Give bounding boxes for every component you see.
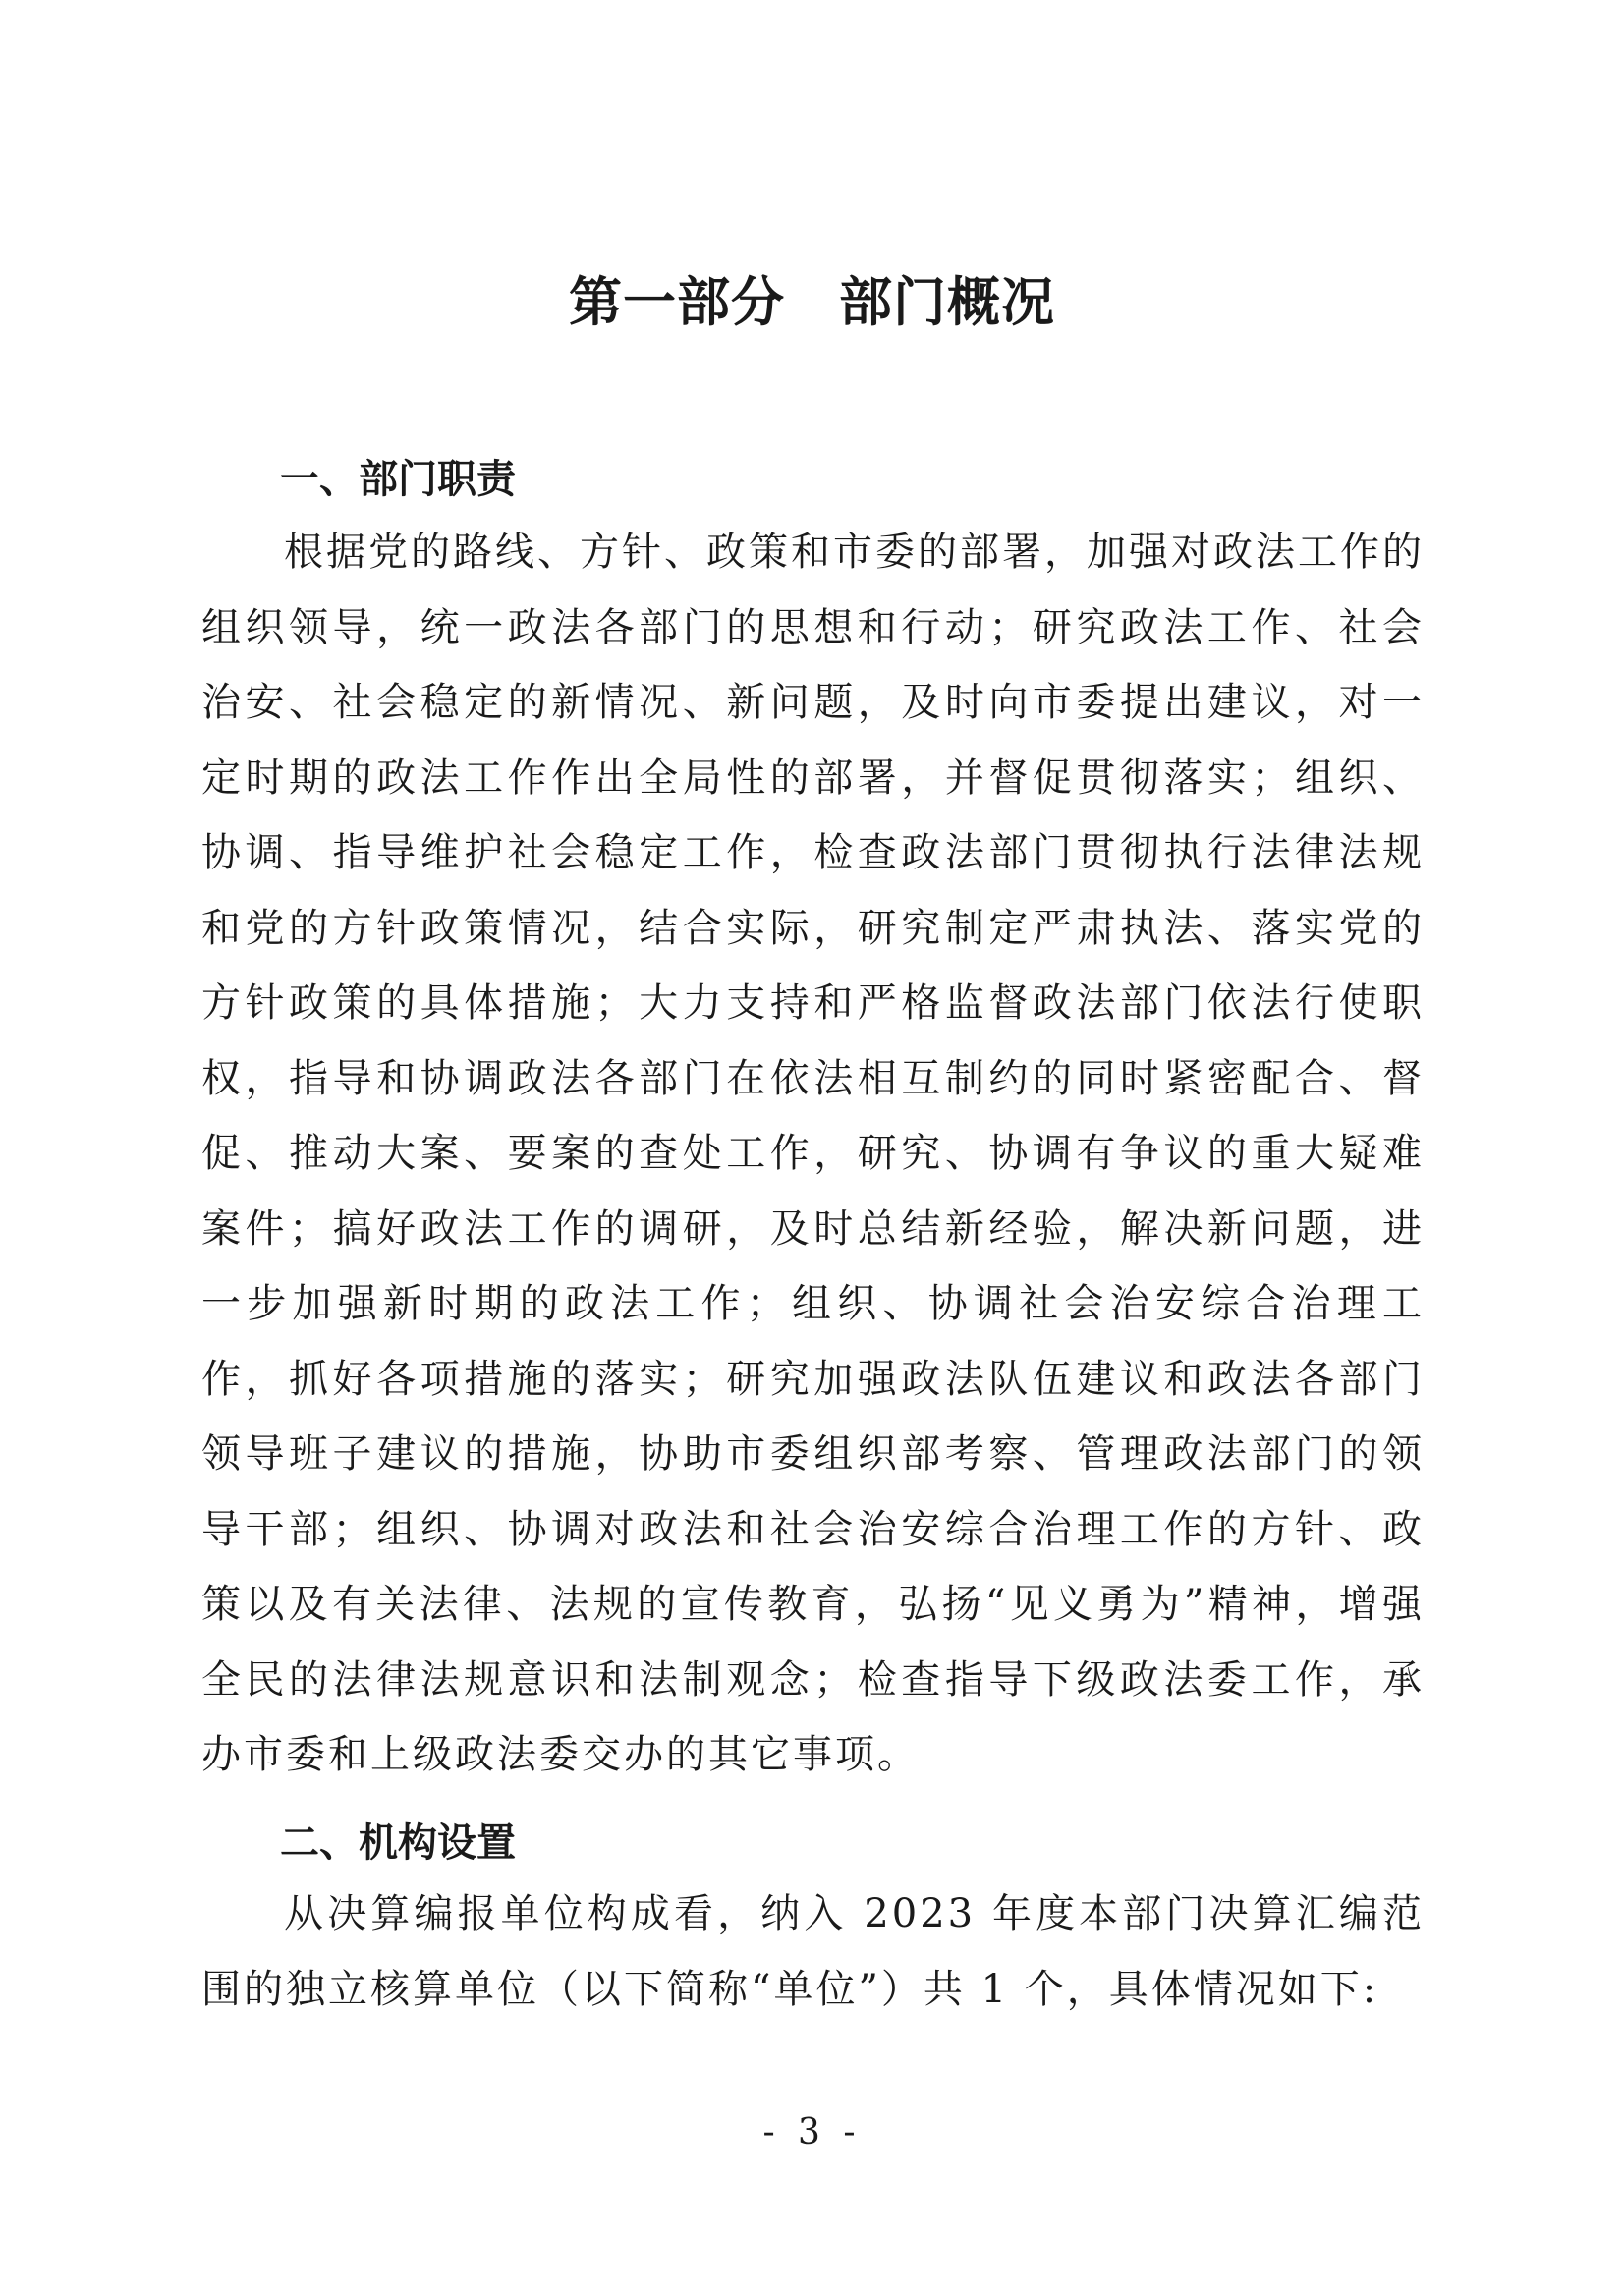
section-heading-responsibilities: 一、部门职责 xyxy=(280,457,516,502)
section-heading-organization: 二、机构设置 xyxy=(280,1820,516,1866)
responsibilities-paragraph: 根据党的路线、方针、政策和市委的部署，加强对政法工作的组织领导，统一政法各部门的思想和行动；研究政法工作、社会治安、社会稳定的新情况、新问题，及时向市委提出建议，对一定时期的政法工作作出全局性的部署，并督促贯彻落实；组织、协调、指导维护社会稳定工作，检查政法部门贯彻执行法律法规和党的方针政策情况，结合实际，研究制定严肃执法、落实党的方针政策的具体措施；大力支持和严格监督政法部门依法行使职权，指导和协调政法各部门在依法相互制约的同时紧密配合、督促、推动大案、要案的查处工作，研究、协调有争议的重大疑难案件；搞好政法工作的调研，及时总结新经验，解决新问题，进一步加强新时期的政法工作；组织、协调社会治安综合治理工作，抓好各项措施的落实；研究加强政法队伍建议和政法各部门领导班子建议的措施，协助市委组织部考察、管理政法部门的领导干部；组织、协调对政法和社会治安综合治理工作的方针、政策以及有关法律、法规的宣传教育，弘扬“见义勇为”精神，增强全民的法律法规意识和法制观念；检查指导下级政法委工作，承办市委和上级政法委交办的其它事项。 xyxy=(201,530,1425,1777)
organization-paragraph: 从决算编报单位构成看，纳入 2023 年度本部门决算汇编范围的独立核算单位（以下简称“单位”）共 1 个，具体情况如下: xyxy=(201,1891,1425,2012)
page-title: 第一部分 部门概况 xyxy=(569,271,1055,333)
page-number: - 3 - xyxy=(762,2112,862,2153)
